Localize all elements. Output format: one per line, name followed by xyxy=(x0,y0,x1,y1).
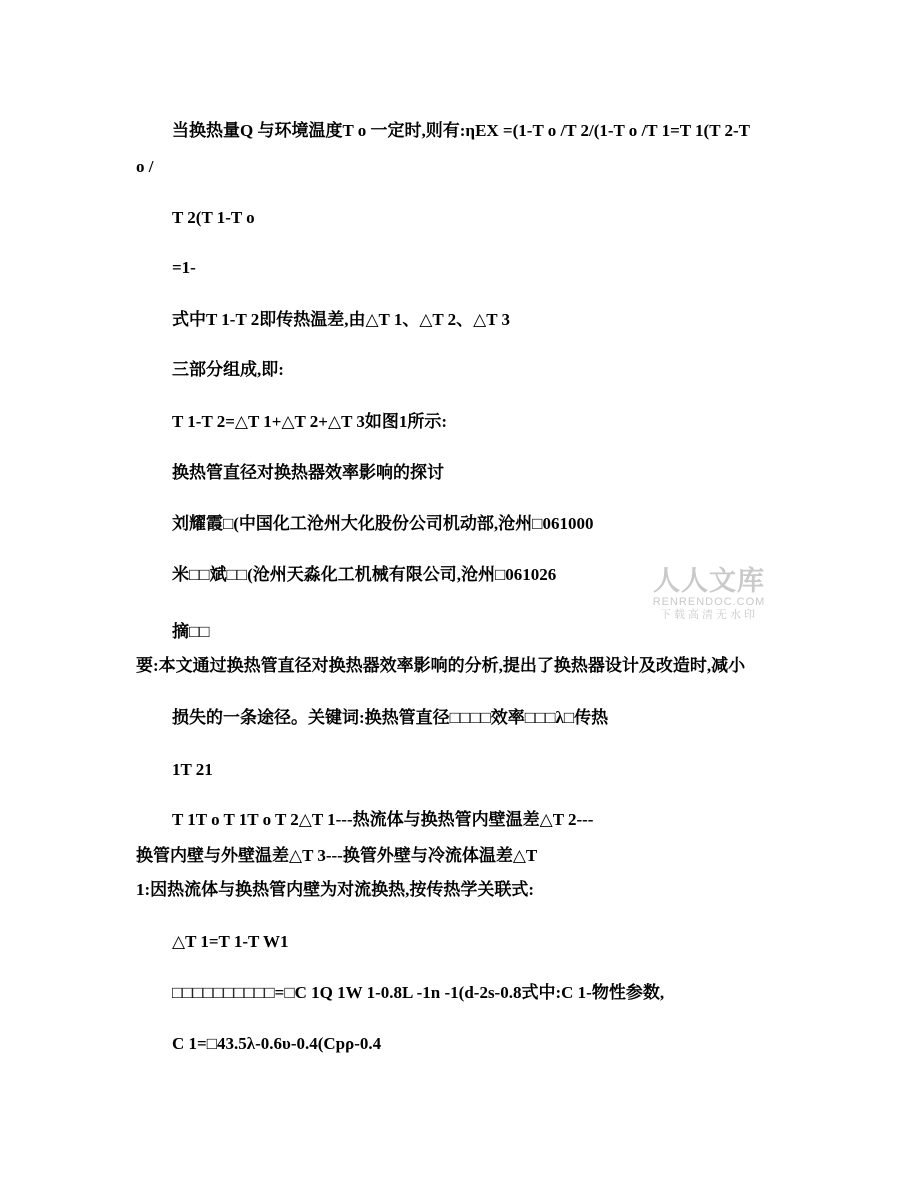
text-line-20: C 1=□43.5λ-0.6υ-0.4(Cpρ-0.4 xyxy=(172,1034,382,1053)
text-line-19: □□□□□□□□□□=□C 1Q 1W 1-0.8L -1n -1(d-2s-0.8式中:C 1-物性参数, xyxy=(172,983,665,1002)
text-line-5: 式中T 1-T 2即传热温差,由△T 1、△T 2、△T 3 xyxy=(172,310,511,329)
watermark-logo xyxy=(644,566,774,622)
watermark-tagline: 下载高清无水印 xyxy=(660,609,758,621)
text-line-16: 换管内壁与外壁温差△T 3---换管外壁与冷流体温差△T xyxy=(136,846,538,865)
text-line-10: 米□□斌□□(沧州天淼化工机械有限公司,沧州□061026 xyxy=(172,565,557,584)
text-line-17: 1:因热流体与换热管内壁为对流换热,按传热学关联式: xyxy=(136,880,535,899)
text-line-8: 换热管直径对换热器效率影响的探讨 xyxy=(172,463,444,482)
text-line-2: o / xyxy=(136,157,154,176)
text-line-13: 损失的一条途径。关键词:换热管直径□□□□效率□□□λ□传热 xyxy=(172,708,609,727)
text-line-1: 当换热量Q 与环境温度T o 一定时,则有:ηEX =(1-T o /T 2/(1-T o /T 1=T 1(T 2-T xyxy=(172,121,750,140)
text-line-3: T 2(T 1-T o xyxy=(172,208,255,227)
text-line-12: 要:本文通过换热管直径对换热器效率影响的分析,提出了换热器设计及改造时,减小 xyxy=(136,656,746,675)
text-line-14: 1T 21 xyxy=(172,760,213,779)
text-line-7: T 1-T 2=△T 1+△T 2+△T 3如图1所示: xyxy=(172,412,448,431)
text-line-15: T 1T o T 1T o T 2△T 1---热流体与换热管内壁温差△T 2--- xyxy=(172,810,594,829)
watermark-domain: RENRENDOC.COM xyxy=(652,596,766,608)
text-line-4: =1- xyxy=(172,258,196,277)
text-line-11: 摘□□ xyxy=(172,622,210,641)
watermark-title: 人人文库 xyxy=(653,566,765,596)
text-line-18: △T 1=T 1-T W1 xyxy=(172,932,289,951)
text-line-6: 三部分组成,即: xyxy=(172,360,284,379)
text-line-9: 刘耀霞□(中国化工沧州大化股份公司机动部,沧州□061000 xyxy=(172,514,594,533)
